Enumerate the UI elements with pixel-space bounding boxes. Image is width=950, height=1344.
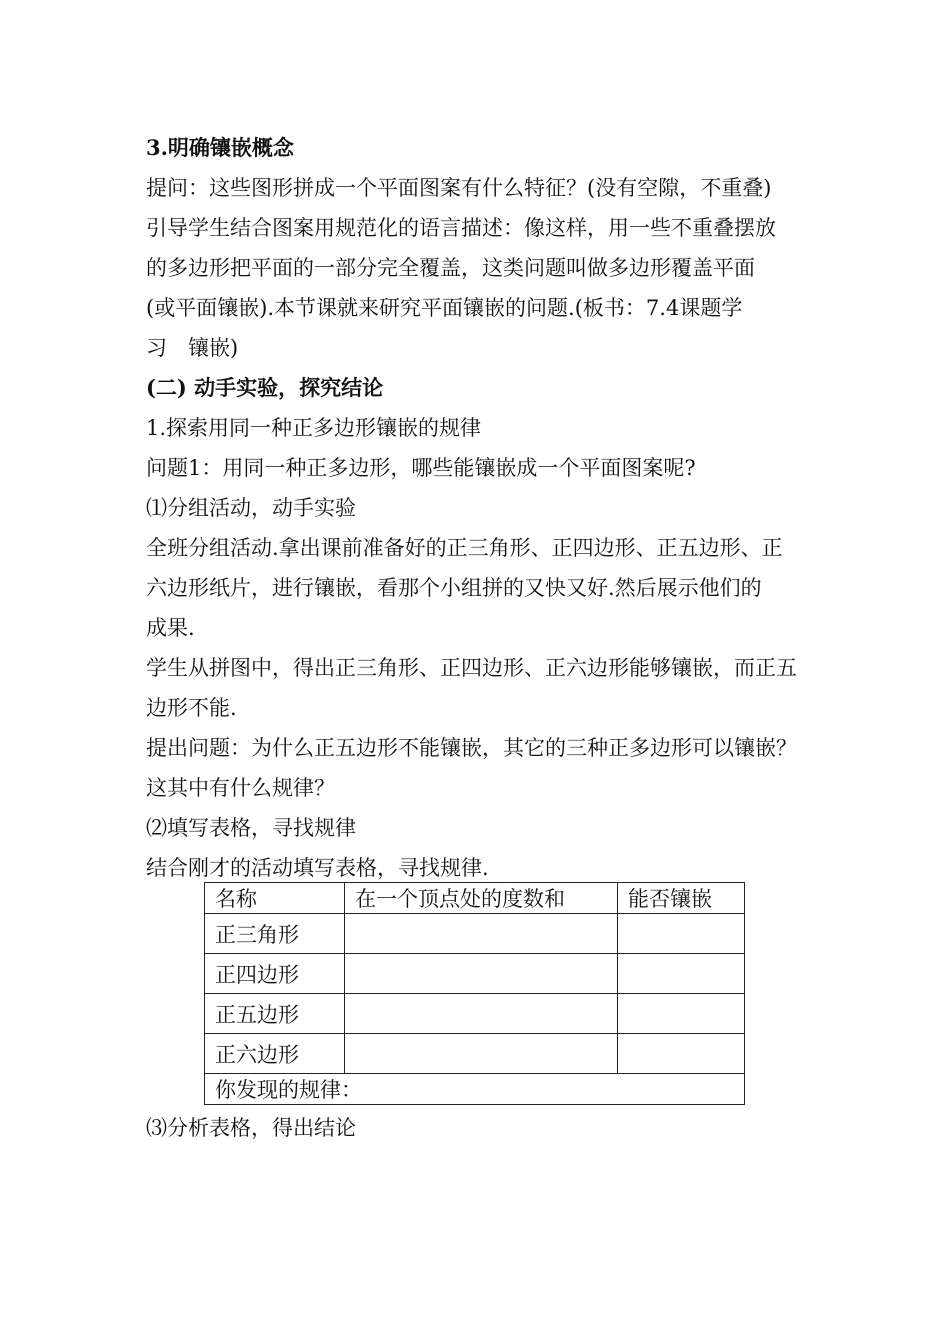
table-empty-cell — [618, 994, 745, 1034]
paragraph-line: 提出问题：为什么正五边形不能镶嵌，其它的三种正多边形可以镶嵌？ — [146, 736, 797, 760]
step-label: ⑶分析表格，得出结论 — [146, 1116, 356, 1140]
table-empty-cell — [345, 954, 618, 994]
table-empty-cell — [345, 914, 618, 954]
question-text: 问题1：用同一种正多边形，哪些能镶嵌成一个平面图案呢? — [146, 456, 696, 480]
table-row — [205, 1034, 745, 1074]
paragraph-line: 六边形纸片，进行镶嵌，看那个小组拼的又快又好.然后展示他们的 — [146, 576, 762, 600]
table-empty-cell — [618, 954, 745, 994]
subheading: 1.探索用同一种正多边形镶嵌的规律 — [146, 416, 482, 440]
section-heading: 3.明确镶嵌概念 — [146, 135, 294, 160]
table-empty-cell — [345, 1034, 618, 1074]
paragraph-line: (或平面镶嵌).本节课就来研究平面镶嵌的问题.(板书：7.4课题学 — [146, 296, 743, 320]
paragraph-line: 的多边形把平面的一部分完全覆盖，这类问题叫做多边形覆盖平面 — [146, 256, 755, 280]
table-row — [205, 914, 745, 954]
table-row-label: 正四边形 — [205, 954, 345, 994]
fill-in-table — [204, 882, 745, 1105]
table-footer-cell: 你发现的规律： — [205, 1074, 745, 1105]
paragraph-line: 这其中有什么规律？ — [146, 776, 335, 800]
table-header-row — [205, 883, 745, 914]
table-header-cell: 名称 — [205, 883, 345, 914]
part-heading: (二) 动手实验，探究结论 — [146, 375, 384, 400]
table-row — [205, 954, 745, 994]
step-label: ⑵填写表格，寻找规律 — [146, 816, 356, 840]
table-header-cell: 在一个顶点处的度数和 — [345, 883, 618, 914]
table-empty-cell — [345, 994, 618, 1034]
paragraph-line: 边形不能. — [146, 696, 237, 720]
paragraph-line: 提问：这些图形拼成一个平面图案有什么特征？(没有空隙，不重叠) — [146, 176, 772, 200]
table-empty-cell — [618, 914, 745, 954]
table-intro: 结合刚才的活动填写表格，寻找规律. — [146, 856, 489, 880]
paragraph-line: 成果. — [146, 616, 195, 640]
table-row — [205, 994, 745, 1034]
table-row-label: 正五边形 — [205, 994, 345, 1034]
table-footer-row — [205, 1074, 745, 1105]
table-row-label: 正三角形 — [205, 914, 345, 954]
table-header-cell: 能否镶嵌 — [618, 883, 745, 914]
paragraph-line: 引导学生结合图案用规范化的语言描述：像这样，用一些不重叠摆放 — [146, 216, 776, 240]
paragraph-line: 习 镶嵌) — [146, 336, 239, 360]
paragraph-line: 全班分组活动.拿出课前准备好的正三角形、正四边形、正五边形、正 — [146, 536, 783, 560]
table-empty-cell — [618, 1034, 745, 1074]
step-label: ⑴分组活动，动手实验 — [146, 496, 356, 520]
table-row-label: 正六边形 — [205, 1034, 345, 1074]
paragraph-line: 学生从拼图中，得出正三角形、正四边形、正六边形能够镶嵌，而正五 — [146, 656, 797, 680]
